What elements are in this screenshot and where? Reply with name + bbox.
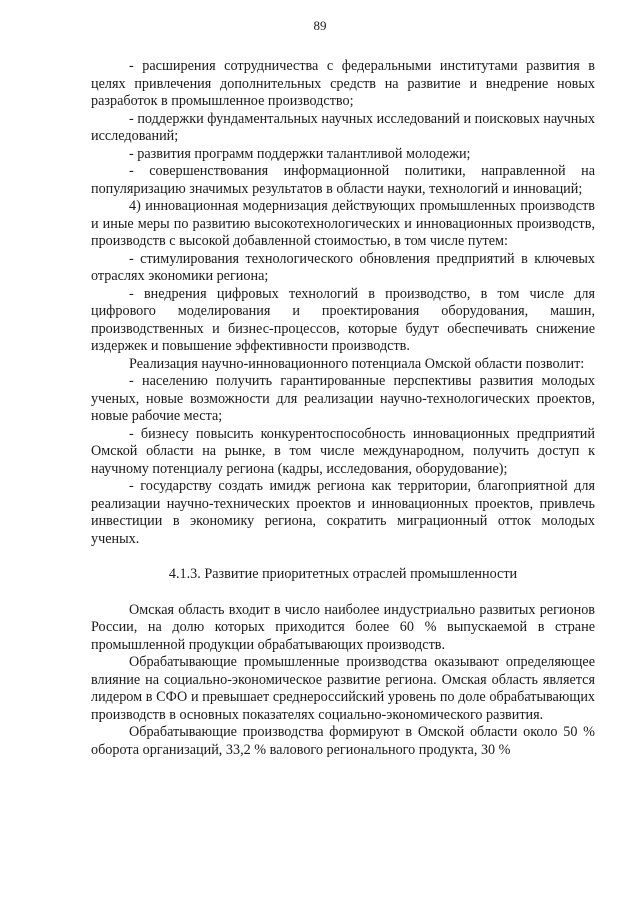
section-heading: 4.1.3. Развитие приоритетных отраслей промышленности xyxy=(168,566,518,582)
paragraph: - бизнесу повысить конкурентоспособность инновационных предприятий Омской области на рынке, в том числе международном, получить доступ к научному потенциалу региона (кадры, исследования, оборудование); xyxy=(91,425,595,477)
paragraph: Омская область входит в число наиболее индустриально развитых регионов России, на долю которых приходится более 60 % выпускаемой в стране промышленной продукции обрабатывающих производств. xyxy=(91,601,595,653)
paragraph: 4) инновационная модернизация действующих промышленных производств и иные меры по развитию высокотехнологических и инновационных производств, производств с высокой добавленной стоимостью, в том числе путем: xyxy=(91,198,595,249)
paragraph: - поддержки фундаментальных научных исследований и поисковых научных исследований; xyxy=(91,110,595,144)
page-number: 89 xyxy=(313,18,327,33)
paragraph: - населению получить гарантированные перспективы развития молодых ученых, новые возможности для реализации научно-технологических проектов, новые рабочие места; xyxy=(91,373,595,424)
paragraph: - внедрения цифровых технологий в производство, в том числе для цифрового моделирования и проектирования оборудования, машин, производственных и бизнес-процессов, которые будут обеспечивать снижение издержек и повышение эффективности производств. xyxy=(91,285,595,354)
paragraph: Обрабатывающие промышленные производства оказывают определяющее влияние на социально-экономическое развитие региона. Омская область является лидером в СФО и превышает среднероссийский уровень по доле обрабатывающих производств в основных показателях социально-экономического развития. xyxy=(91,654,595,723)
paragraph: - стимулирования технологического обновления предприятий в ключевых отраслях экономики региона; xyxy=(91,250,595,284)
paragraph: Реализация научно-инновационного потенциала Омской области позволит: xyxy=(129,355,585,372)
paragraph: - развития программ поддержки талантливой молодежи; xyxy=(129,145,471,162)
document-body xyxy=(91,58,595,759)
paragraph: Обрабатывающие производства формируют в Омской области около 50 % оборота организаций, 33,2 % валового регионального продукта, 30 % xyxy=(91,724,595,758)
paragraph: - совершенствования информационной политики, направленной на популяризацию значимых результатов в области науки, технологий и инноваций; xyxy=(91,163,595,197)
paragraph: - расширения сотрудничества с федеральными институтами развития в целях привлечения дополнительных средств на развитие и внедрение новых разработок в промышленное производство; xyxy=(91,58,595,109)
paragraph: - государству создать имидж региона как территории, благоприятной для реализации научно-технических проектов и инновационных проектов, привлечь инвестиции в экономику региона, сократить миграционный отток молодых ученых. xyxy=(91,478,595,547)
